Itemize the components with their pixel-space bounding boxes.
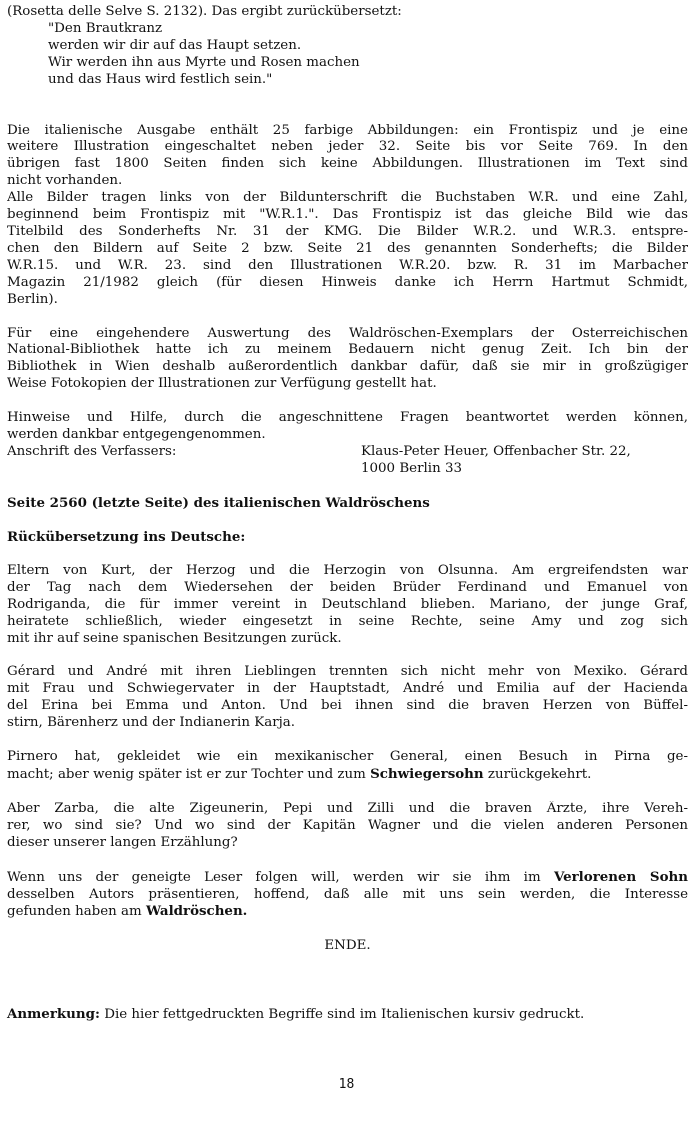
address-line: Klaus-Peter Heuer, Offenbacher Str. 22, <box>361 443 631 459</box>
address-line: 1000 Berlin 33 <box>361 460 462 476</box>
quote-block <box>7 21 688 89</box>
bold-term: Waldröschen. <box>146 903 248 920</box>
paragraph-italian-edition: Die italienische Ausgabe enthält 25 farbige Abbildungen: ein Frontispiz und je eine weitere Illustration eingeschaltet neben jeder 32. Seite bis vor Seite 769. In den übrigen fast 1800 Seiten finden sich keine Abbildungen. Illustrationen im Text sind nicht vorhanden. <box>7 122 688 189</box>
paragraph-hints: Hinweise und Hilfe, durch die angeschnittene Fragen beantwortet werden können, werden dankbar entgegengenommen. <box>7 410 688 443</box>
paragraph-vienna: Für eine eingehendere Auswertung des Waldröschen-Exemplars der Österreichischen National-Bibliothek hatte ich zu meinem Bedauern nicht genug Zeit. Ich bin der Bibliothek in Wien deshalb außerordentlich dankbar dafür, daß sie mir in großzügiger Weise Fotokopien der Illustrationen zur Verfügung gestellt hat. <box>7 325 688 392</box>
document-page <box>7 4 688 1024</box>
bold-term: Verlorenen Sohn <box>553 868 688 885</box>
paragraph-pictures: Alle Bilder tragen links von der Bildunterschrift die Buchstaben W.R. und eine Zahl, beginnend beim Frontispiz mit "W.R.1.". Das Frontispiz ist das gleiche Bild wie das Titelbild des Sonderhefts Nr. 31 der KMG. Die Bilder W.R.2. und W.R.3. entspre- chen den Bildern auf Seite 2 bzw. Seite 21 des genannten Sonderhefts; die Bilder W.R.15. und W.R. 23. sind den Illustrationen W.R.20. bzw. R. 31 im Marbacher Magazin 21/1982 gleich (für diesen Hinweis danke ich Herrn Hartmut Schmidt, Berlin). <box>7 190 688 307</box>
footnote-label: Anmerkung: <box>7 1006 100 1023</box>
paragraph-eltern: Eltern von Kurt, der Herzog und die Herzogin von Olsunna. Am ergreifendsten war der Tag nach dem Wiedersehen der beiden Brüder Ferdinand und Emanuel von Rodriganda, die für immer vereint in Deutschland blieben. Mariano, der junge Graf, heiratete schließlich, wieder eingesetzt in seine Rechte, seine Amy und zog sich mit ihr auf seine spanischen Besitzungen zurück. <box>7 562 688 646</box>
quote-line: Wir werden ihn aus Myrte und Rosen machen <box>48 54 360 70</box>
quote-line: werden wir dir auf das Haupt setzen. <box>48 37 302 53</box>
author-address <box>7 444 688 478</box>
footnote: Anmerkung: Die hier fettgedruckten Begriffe sind im Italienischen kursiv gedruckt. <box>7 1006 585 1023</box>
paragraph-gerard: Gérard und André mit ihren Lieblingen trennten sich nicht mehr von Mexiko. Gérard mit Frau und Schwiegervater in der Hauptstadt, André und Emilia auf der Hacienda del Erina bei Emma und Anton. Und bei ihnen sind die braven Herzen von Büffel- stirn, Bärenherz und der Indianerin Karja. <box>7 664 688 731</box>
quote-line: und das Haus wird festlich sein." <box>48 71 273 87</box>
paragraph-wenn: Wenn uns der geneigte Leser folgen will, werden wir sie ihm im Verlorenen Sohn desselben Autors präsentieren, hoffend, daß alle mit uns sein werden, die Interesse gefunden haben am Waldröschen. <box>7 868 688 920</box>
bold-term: Schwiegersohn <box>370 766 484 782</box>
section-subheading: Rückübersetzung ins Deutsche: <box>7 528 246 545</box>
paragraph-zarba: Aber Zarba, die alte Zigeunerin, Pepi und Zilli und die braven Ärzte, ihre Vereh- rer, wo sind sie? Und wo sind der Kapitän Wagner und die vielen anderen Personen dieser unserer langen Erzählung? <box>7 800 688 850</box>
ende-marker: ENDE. <box>324 938 371 954</box>
section-heading: Seite 2560 (letzte Seite) des italienischen Waldröschens <box>7 494 430 511</box>
quote-source: (Rosetta delle Selve S. 2132). Das ergibt zurückübersetzt: <box>7 4 402 19</box>
quote-line: "Den Brautkranz <box>48 20 163 36</box>
address-label: Anschrift des Verfassers: <box>7 443 177 459</box>
paragraph-pirnero: Pirnero hat, gekleidet wie ein mexikanischer General, einen Besuch in Pirna ge- macht; aber wenig später ist er zur Tochter und zum Schwiegersohn zurückgekehrt. <box>7 749 688 782</box>
page-number: 18 <box>338 1077 355 1092</box>
